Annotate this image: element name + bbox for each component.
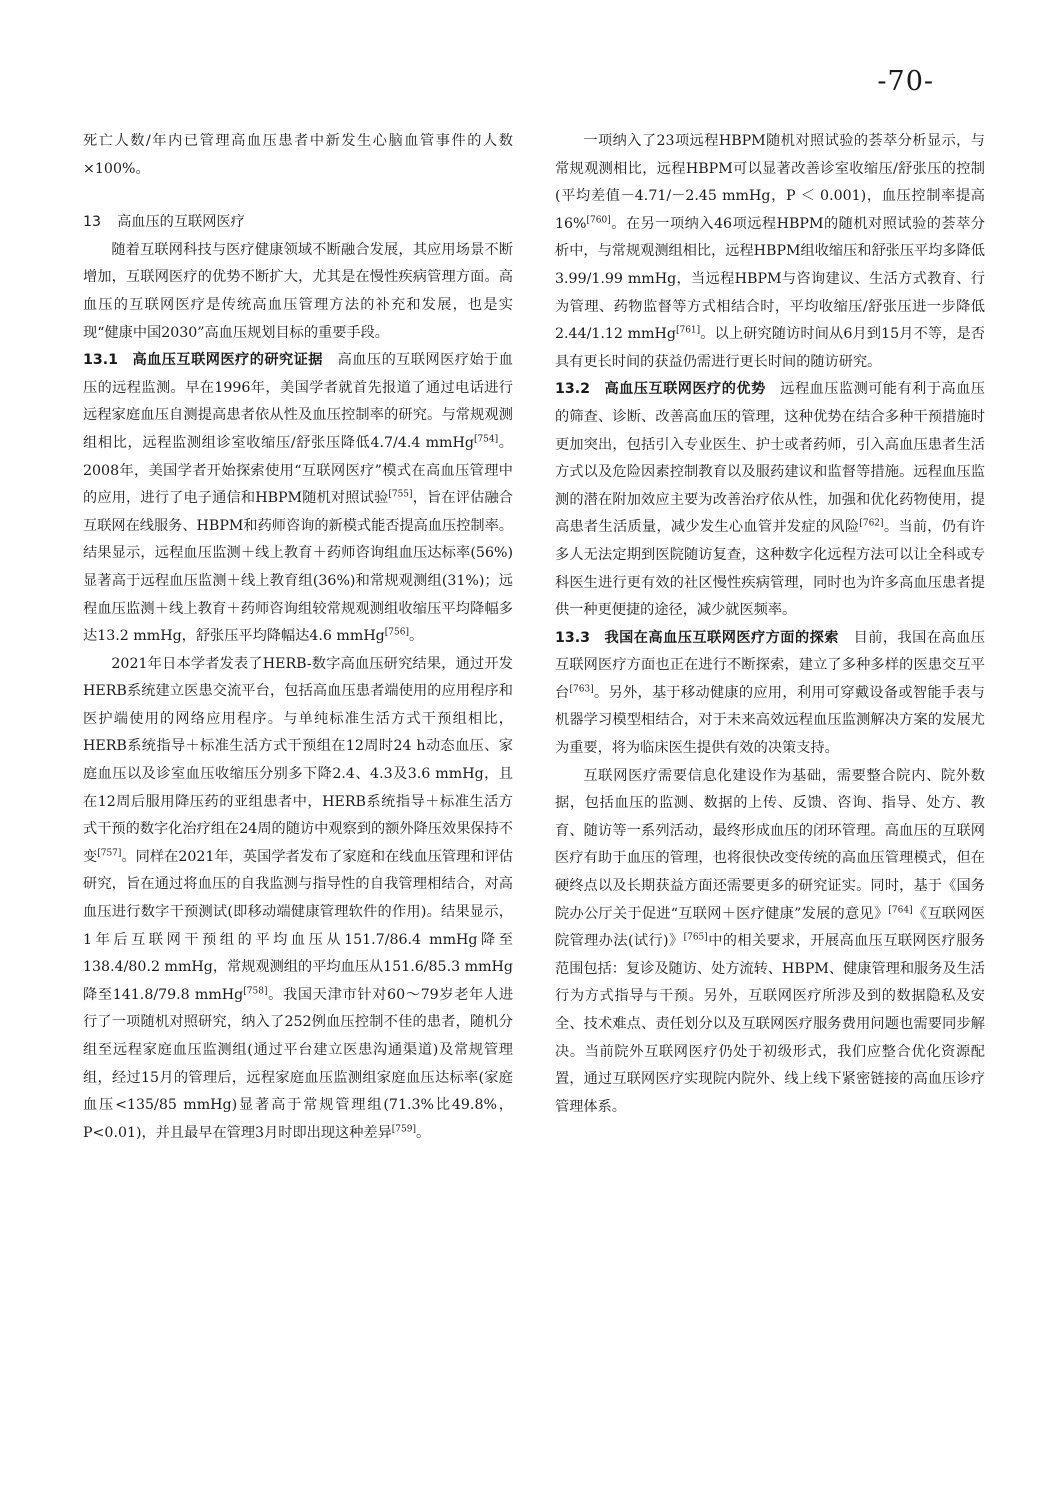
- paragraph-text: 远程血压监测可能有利于高血压的筛查、诊断、改善高血压的管理，这种优势在结合多种干预措施时更加突出，包括引入专业医生、护士或者药师，引入高血压患者生活方式以及危险因素控制教育以及服药建议和监督等措施。远程血压监测的潜在附加效应主要为改善治疗依从性，加强和优化药物使用，提高患者生活质量，减少发生心血管并发症的风险: [555, 381, 985, 536]
- section-13-1-heading: [83, 352, 323, 368]
- citation-763: [763]: [569, 684, 594, 695]
- section-13-2-number: 13.2: [555, 381, 591, 398]
- section-13-1-title: 高血压互联网医疗的研究证据: [132, 352, 323, 369]
- paragraph-text: 。我国天津市针对60～79岁老年人进行了一项随机对照研究，纳入了252例血压控制不佳的患者，随机分组至远程家庭血压监测组(通过平台建立医患沟通渠道)及常规管理组，经过15月的管理后，远程家庭血压监测组家庭血压达标率(家庭血压<135/85 mmHg)显著高于常规管理组(71.3%比49.8%，P<0.01)，并且最早在管理3月时即出现这种差异: [83, 986, 514, 1141]
- paragraph-text: 。在另一项纳入46项远程HBPM的随机对照试验的荟萃分析中，与常规观测组相比，远程HBPM组收缩压和舒张压平均多降低3.99/1.99 mmHg，当远程HBPM与咨询建议、生活方式教育、行为管理、药物监督等方式相结合时，平均收缩压/舒张压进一步降低2.44/1.12 mmHg: [555, 215, 985, 343]
- citation-757: [757]: [97, 848, 122, 859]
- section-13-3-paragraph: [555, 625, 985, 763]
- paragraph-text: 目前，我国在高血压互联网医疗方面也正在进行不断探索，建立了多种多样的医患交互平台: [555, 629, 985, 701]
- citation-754: [754]: [473, 434, 499, 445]
- section-13-3-heading: [555, 630, 839, 646]
- paragraph-text: 一项纳入了23项远程HBPM随机对照试验的荟萃分析显示，与常规观测相比，远程HBPM可以显著改善诊室收缩压/舒张压的控制(平均差值－4.71/－2.45 mmHg，P ＜ 0.001)，血压控制率提高16%: [555, 133, 985, 232]
- page-number: -70-: [877, 66, 934, 97]
- paragraph-text: 。当前，仍有许多人无法定期到医院随访复查，这种数字化远程方法可以让全科或专科医生进行更有效的社区慢性疾病管理，同时也为许多高血压患者提供一种更便捷的途径，减少就医频率。: [555, 519, 985, 619]
- paragraph-text: 高血压的互联网医疗始于血压的远程监测。早在1996年，美国学者就首先报道了通过电话进行远程家庭血压自测提高患者依从性及血压控制率的研究。与常规观测组相比，远程监测组诊室收缩压/舒张压降低4.7/4.4 mmHg: [83, 352, 513, 451]
- infrastructure-paragraph: [555, 763, 985, 1122]
- citation-764: [764]: [888, 904, 913, 915]
- paragraph-text: 。同样在2021年，英国学者发布了家庭和在线血压管理和评估研究，旨在通过将血压的自我监测与指导性的自我管理相结合，对高血压进行数字干预测试(即移动端健康管理软件的作用)。结果显示，1年后互联网干预组的平均血压从151.7/86.4 mmHg降至138.4/80.2 mmHg，常规观测组的平均血压从151.6/85.3 mmHg降至141.8/79.8 mmHg: [83, 848, 513, 1003]
- section-13-heading: [83, 209, 513, 237]
- paragraph-text: 。2008年，美国学者开始探索使用“互联网医疗”模式在高血压管理中的应用，进行了电子通信和HBPM随机对照试验: [83, 434, 513, 507]
- section-13-2-title: 高血压互联网医疗的优势: [604, 381, 766, 398]
- paragraph-text: 。以上研究随访时间从6月到15月不等，是否具有更长时间的获益仍需进行更长时间的随访研究。: [555, 326, 985, 370]
- citation-755: [755]: [388, 489, 413, 500]
- citation-759: [759]: [391, 1124, 416, 1135]
- meta-analysis-paragraph: [555, 128, 985, 376]
- paragraph-text: 中的相关要求，开展高血压互联网医疗服务范围包括：复诊及随访、处方流转、HBPM、健康管理和服务及生活行为方式指导与干预。另外，互联网医疗所涉及到的数据隐私及安全、技术难点、责任划分以及互联网医疗服务费用问题也需要同步解决。当前院外互联网医疗仍处于初级形式，我们应整合优化资源配置，通过互联网医疗实现院内院外、线上线下紧密链接的高血压诊疗管理体系。: [555, 933, 985, 1115]
- paragraph-text: 2021年日本学者发表了HERB-数字高血压研究结果，通过开发HERB系统建立医患交流平台，包括高血压患者端使用的应用程序和医护端使用的网络应用程序。与单纯标准生活方式干预组相比，HERB系统指导＋标准生活方式干预组在12周时24 h动态血压、家庭血压以及诊室血压收缩压分别多下降2.4、4.3及3.6 mmHg，且在12周后服用降压药的亚组患者中，HERB系统指导＋标准生活方式干预的数字化治疗组在24周的随访中观察到的额外降压效果保持不变: [83, 655, 513, 865]
- paragraph-text: ，旨在评估融合互联网在线服务、HBPM和药师咨询的新模式能否提高血压控制率。结果显示，远程血压监测＋线上教育＋药师咨询组血压达标率(56%)显著高于远程血压监测＋线上教育组(36%)和常规观测组(31%)；远程血压监测＋线上教育＋药师咨询组较常规观测组收缩压平均降幅多达13.2 mmHg，舒张压平均降幅达4.6 mmHg: [83, 490, 513, 645]
- section-13-2-paragraph: [555, 376, 985, 624]
- citation-762: [762]: [859, 518, 884, 529]
- section-13-paragraph: 随着互联网科技与医疗健康领域不断融合发展，其应用场景不断增加，互联网医疗的优势不断扩大，尤其是在慢性疾病管理方面。高血压的互联网医疗是传统高血压管理方法的补充和发展，也是实现“健康中国2030”高血压规划目标的重要手段。: [83, 241, 513, 341]
- intro-paragraph: 死亡人数/年内已管理高血压患者中新发生心脑血管事件的人数×100%。: [83, 133, 513, 177]
- section-13-3-title: 我国在高血压互联网医疗方面的探索: [604, 629, 839, 646]
- paragraph-text: 《互联网医院管理办法(试行)》: [555, 905, 985, 950]
- section-13-number: 13: [83, 214, 102, 231]
- section-13-2-heading: [555, 381, 766, 397]
- citation-758: [758]: [243, 986, 268, 997]
- paragraph-text: 。另外，基于移动健康的应用，利用可穿戴设备或智能手表与机器学习模型相结合，对于未来高效远程血压监测解决方案的发展尤为重要，将为临床医生提供有效的决策支持。: [555, 684, 985, 757]
- paragraph-text: 互联网医疗需要信息化建设作为基础，需要整合院内、院外数据，包括血压的监测、数据的上传、反馈、咨询、指导、处方、教育、随访等一系列活动，最终形成血压的闭环管理。高血压的互联网医疗有助于血压的管理，也将很快改变传统的高血压管理模式，但在硬终点以及长期获益方面还需要更多的研究证实。同时，基于《国务院办公厅关于促进“互联网＋医疗健康”发展的意见》: [555, 767, 985, 922]
- paragraph-text: 。: [415, 1124, 431, 1141]
- citation-765: [765]: [683, 932, 708, 943]
- citation-760: [760]: [586, 215, 611, 226]
- right-column: [555, 128, 985, 1121]
- left-column: [83, 128, 513, 1147]
- herb-study-paragraph: [83, 651, 513, 1148]
- citation-756: [756]: [384, 627, 409, 638]
- section-13-title: 高血压的互联网医疗: [117, 214, 245, 231]
- citation-761: [761]: [675, 325, 701, 336]
- paragraph-text: 。: [408, 628, 424, 645]
- section-13-1-number: 13.1: [83, 352, 119, 369]
- section-13-3-number: 13.3: [555, 629, 591, 646]
- section-13-1-paragraph: [83, 347, 513, 651]
